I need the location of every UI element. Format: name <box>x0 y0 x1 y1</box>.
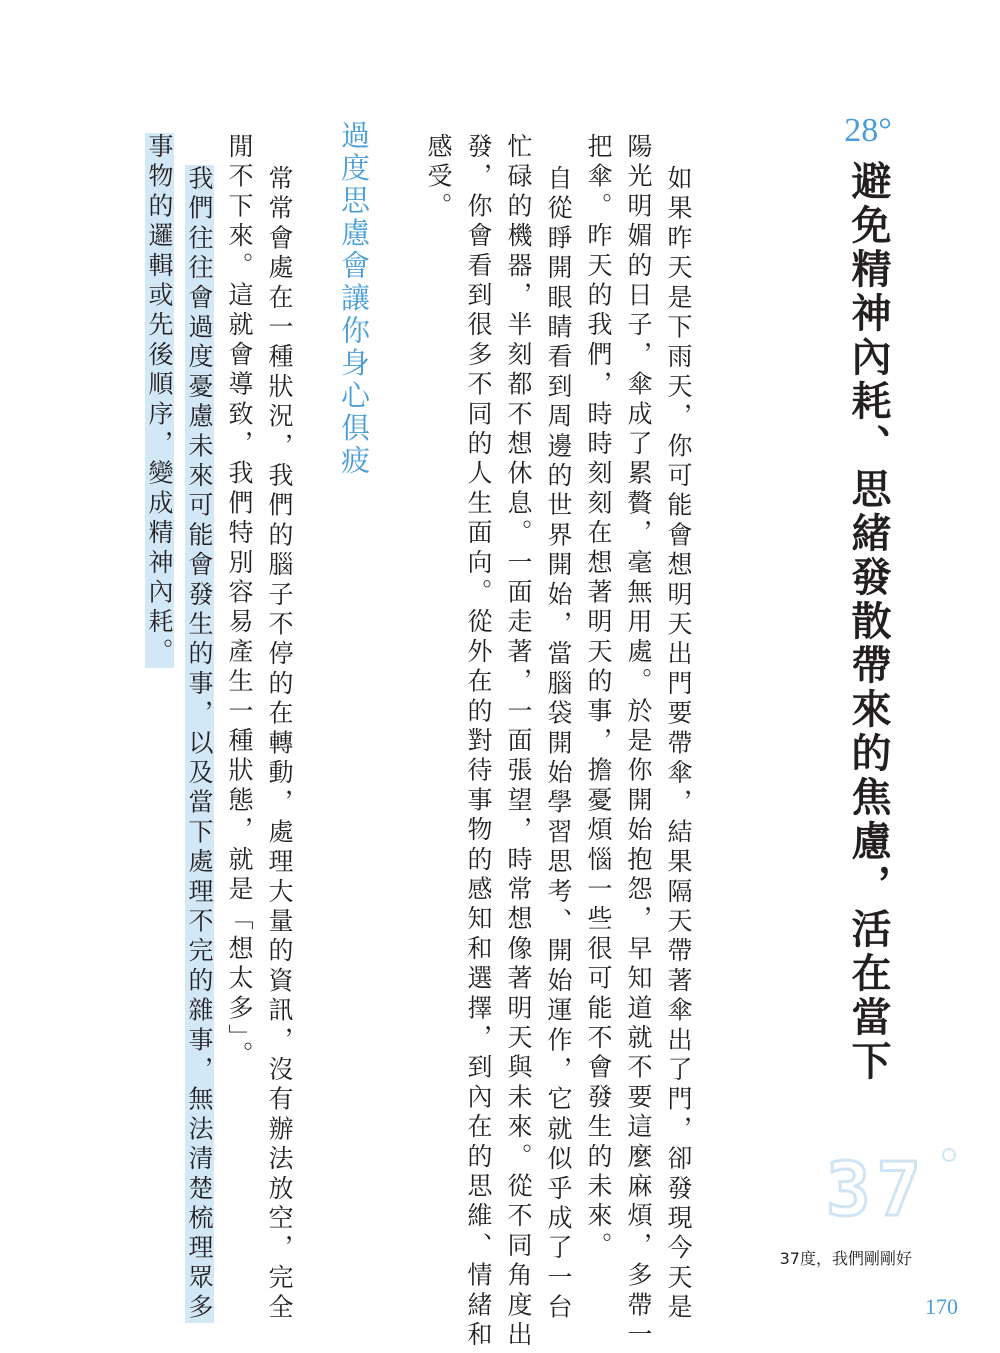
section-heading: 過度思慮會讓你身心俱疲 <box>337 120 371 478</box>
running-footer-title: 37度，我們剛剛好 <box>779 1249 912 1268</box>
page-number: 170 <box>925 1294 958 1319</box>
text-highlight: 事物的邏輯或先後順序，變成精神內耗。 <box>145 133 174 668</box>
text-line: 閒不下來。這就會導致，我們特別容易產生一種狀態，就是「想太多」。 <box>225 133 254 1071</box>
text-line: 感受。 <box>424 133 453 223</box>
text-line: 陽光明媚的日子，傘成了累贅，毫無用處。於是你開始抱怨，早知道就不要這麼麻煩，多帶一 <box>624 133 653 1351</box>
text-line: 常常會處在一種狀況，我們的腦子不停的在轉動，處理大量的資訊，沒有辦法放空，完全 <box>265 165 294 1324</box>
text-highlight: 我們往往會過度憂慮未來可能會發生的事，以及當下處理不完的雜事，無法清楚梳理眾多 <box>185 165 214 1324</box>
highlighted-text-line <box>144 133 174 668</box>
text-line: 把傘。昨天的我們，時時刻刻在想著明天的事，擔憂煩惱一些很可能不會發生的未來。 <box>584 133 613 1262</box>
text-line: 自從睜開眼睛看到周邊的世界開始，當腦袋開始學習思考、開始運作，它就似乎成了一台 <box>544 165 573 1324</box>
decorative-degree-icon <box>942 1148 956 1162</box>
text-line: 忙碌的機器，半刻都不想休息。一面走著，一面張望，時常想像著明天與未來。從不同角度出 <box>504 133 533 1351</box>
highlighted-text-line <box>184 165 214 1323</box>
chapter-title: 避免精神內耗、思緒發散帶來的焦慮，活在當下 <box>845 160 892 1084</box>
text-line: 如果昨天是下雨天，你可能會想明天出門要帶傘，結果隔天帶著傘出了門，卻發現今天是 <box>664 165 693 1324</box>
decorative-37-mark: 37 <box>826 1147 928 1233</box>
text-line: 發，你會看到很多不同的人生面向。從外在的對待事物的感知和選擇，到內在的思維、情緒和 <box>464 133 493 1351</box>
chapter-number: 28° <box>844 112 892 149</box>
